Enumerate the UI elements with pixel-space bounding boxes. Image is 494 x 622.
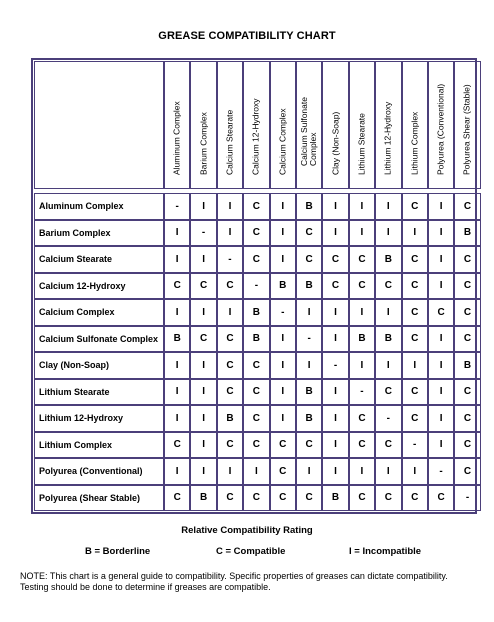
rating-cell: B — [217, 405, 243, 432]
rating-cell: C — [428, 299, 454, 326]
column-header-label: Clay (Non-Soap) — [330, 111, 341, 175]
row-header: Clay (Non-Soap) — [34, 352, 164, 379]
rating-cell: C — [454, 273, 480, 300]
rating-cell: I — [349, 220, 375, 247]
rating-cell: I — [190, 246, 216, 273]
column-header-label: Polyurea (Conventional) — [435, 83, 446, 175]
table-row — [34, 299, 481, 326]
table-row — [34, 326, 481, 353]
table-row — [34, 246, 481, 273]
rating-cell: - — [349, 379, 375, 406]
rating-cell: C — [243, 485, 269, 512]
rating-cell: I — [270, 352, 296, 379]
table-row — [34, 458, 481, 485]
rating-cell: - — [454, 485, 480, 512]
rating-cell: - — [270, 299, 296, 326]
rating-cell: C — [375, 379, 401, 406]
rating-cell: C — [243, 246, 269, 273]
column-header — [243, 61, 269, 189]
rating-cell: I — [270, 379, 296, 406]
rating-cell: - — [243, 273, 269, 300]
rating-cell: C — [243, 405, 269, 432]
rating-cell: C — [402, 379, 428, 406]
legend-compatible: C = Compatible — [216, 546, 286, 557]
column-header — [322, 61, 348, 189]
column-header-label: Lithium Complex — [409, 111, 420, 175]
legend-title: Relative Compatibility Rating — [181, 525, 313, 536]
column-header-label: Aluminum Complex — [171, 101, 182, 175]
rating-cell: I — [164, 352, 190, 379]
rating-cell: I — [190, 405, 216, 432]
rating-cell: C — [428, 485, 454, 512]
column-header-label: Calcium Sulfonate Complex — [299, 97, 319, 166]
column-header-label: Calcium Complex — [277, 108, 288, 175]
rating-cell: I — [164, 299, 190, 326]
compatibility-table — [34, 61, 481, 511]
rating-cell: I — [349, 352, 375, 379]
rating-cell: I — [322, 405, 348, 432]
table-row — [34, 432, 481, 459]
rating-cell: C — [296, 485, 322, 512]
rating-cell: B — [349, 326, 375, 353]
column-header — [217, 61, 243, 189]
column-header-label: Lithium Stearate — [356, 113, 367, 175]
rating-cell: I — [322, 379, 348, 406]
rating-cell: I — [296, 299, 322, 326]
rating-cell: C — [454, 299, 480, 326]
table-row — [34, 273, 481, 300]
rating-cell: I — [270, 246, 296, 273]
rating-cell: C — [190, 273, 216, 300]
rating-cell: I — [164, 246, 190, 273]
column-header-label: Barium Complex — [198, 112, 209, 175]
rating-cell: I — [402, 458, 428, 485]
rating-cell: C — [349, 485, 375, 512]
column-header-label: Lithium 12-Hydroxy — [382, 101, 393, 175]
table-row — [34, 193, 481, 220]
rating-cell: C — [454, 193, 480, 220]
rating-cell: C — [164, 432, 190, 459]
rating-cell: C — [454, 246, 480, 273]
column-header-label: Calcium Stearate — [224, 109, 235, 175]
rating-cell: C — [217, 273, 243, 300]
rating-cell: C — [375, 273, 401, 300]
rating-cell: I — [375, 220, 401, 247]
rating-cell: C — [454, 379, 480, 406]
rating-cell: C — [217, 485, 243, 512]
rating-cell: B — [454, 352, 480, 379]
rating-cell: I — [270, 326, 296, 353]
rating-cell: C — [217, 432, 243, 459]
rating-cell: I — [190, 458, 216, 485]
rating-cell: - — [375, 405, 401, 432]
rating-cell: I — [322, 326, 348, 353]
note-text: NOTE: This chart is a general guide to compatibility. Specific properties of greases can dictate compatibility. Testing should be done to determine if greases are compatible. — [20, 571, 448, 592]
rating-cell: C — [322, 246, 348, 273]
rating-cell: C — [349, 246, 375, 273]
rating-cell: C — [349, 405, 375, 432]
row-header: Polyurea (Shear Stable) — [34, 485, 164, 512]
rating-cell: C — [270, 485, 296, 512]
rating-cell: I — [375, 299, 401, 326]
rating-cell: I — [322, 458, 348, 485]
legend-incompatible: I = Incompatible — [349, 546, 422, 557]
rating-cell: C — [402, 405, 428, 432]
rating-cell: C — [349, 273, 375, 300]
table-row — [34, 379, 481, 406]
chart-title: GREASE COMPATIBILITY CHART — [158, 30, 336, 42]
rating-cell: C — [164, 485, 190, 512]
rating-cell: B — [375, 246, 401, 273]
rating-cell: I — [190, 193, 216, 220]
row-header: Calcium Stearate — [34, 246, 164, 273]
rating-cell: I — [428, 220, 454, 247]
rating-cell: I — [270, 193, 296, 220]
rating-cell: B — [243, 326, 269, 353]
column-header — [190, 61, 216, 189]
rating-cell: C — [322, 273, 348, 300]
rating-cell: C — [296, 246, 322, 273]
rating-cell: I — [375, 352, 401, 379]
rating-cell: I — [402, 220, 428, 247]
column-header — [428, 61, 454, 189]
rating-cell: I — [322, 432, 348, 459]
rating-cell: B — [243, 299, 269, 326]
rating-cell: I — [428, 326, 454, 353]
table-row — [34, 220, 481, 247]
rating-cell: C — [270, 432, 296, 459]
rating-cell: C — [296, 220, 322, 247]
rating-cell: I — [190, 432, 216, 459]
row-header: Barium Complex — [34, 220, 164, 247]
table-row — [34, 405, 481, 432]
rating-cell: C — [164, 273, 190, 300]
row-header: Calcium Sulfonate Complex — [34, 326, 164, 353]
row-header: Calcium Complex — [34, 299, 164, 326]
rating-cell: I — [428, 273, 454, 300]
rating-cell: I — [243, 458, 269, 485]
rating-cell: I — [164, 220, 190, 247]
rating-cell: I — [164, 405, 190, 432]
corner-cell — [34, 61, 164, 189]
row-header: Lithium Complex — [34, 432, 164, 459]
rating-cell: B — [454, 220, 480, 247]
row-header: Lithium 12-Hydroxy — [34, 405, 164, 432]
column-header — [454, 61, 480, 189]
rating-cell: I — [428, 379, 454, 406]
rating-cell: B — [296, 405, 322, 432]
rating-cell: B — [375, 326, 401, 353]
rating-cell: C — [190, 326, 216, 353]
rating-cell: B — [296, 273, 322, 300]
column-header — [349, 61, 375, 189]
column-header — [164, 61, 190, 189]
rating-cell: C — [402, 326, 428, 353]
column-header — [375, 61, 401, 189]
rating-cell: I — [190, 299, 216, 326]
rating-cell: B — [322, 485, 348, 512]
legend-borderline: B = Borderline — [85, 546, 151, 557]
rating-cell: I — [428, 193, 454, 220]
rating-cell: I — [164, 379, 190, 406]
rating-cell: C — [375, 485, 401, 512]
table-row — [34, 485, 481, 512]
rating-cell: B — [270, 273, 296, 300]
rating-cell: C — [243, 379, 269, 406]
rating-cell: I — [375, 458, 401, 485]
rating-cell: C — [454, 405, 480, 432]
rating-cell: I — [349, 193, 375, 220]
rating-cell: C — [217, 352, 243, 379]
rating-cell: I — [164, 458, 190, 485]
row-header: Lithium Stearate — [34, 379, 164, 406]
rating-cell: I — [402, 352, 428, 379]
rating-cell: - — [322, 352, 348, 379]
column-header — [296, 61, 322, 189]
rating-cell: C — [454, 458, 480, 485]
rating-cell: - — [428, 458, 454, 485]
rating-cell: C — [454, 326, 480, 353]
rating-cell: I — [322, 220, 348, 247]
rating-cell: C — [243, 432, 269, 459]
row-header: Aluminum Complex — [34, 193, 164, 220]
rating-cell: - — [296, 326, 322, 353]
rating-cell: C — [402, 246, 428, 273]
rating-cell: - — [190, 220, 216, 247]
rating-cell: I — [428, 246, 454, 273]
rating-cell: B — [164, 326, 190, 353]
rating-cell: B — [296, 379, 322, 406]
rating-cell: I — [217, 458, 243, 485]
rating-cell: - — [217, 246, 243, 273]
rating-cell: C — [349, 432, 375, 459]
rating-cell: I — [349, 299, 375, 326]
rating-cell: I — [375, 193, 401, 220]
rating-cell: C — [217, 326, 243, 353]
rating-cell: C — [375, 432, 401, 459]
row-header: Polyurea (Conventional) — [34, 458, 164, 485]
rating-cell: C — [402, 299, 428, 326]
rating-cell: I — [217, 299, 243, 326]
rating-cell: I — [428, 352, 454, 379]
header-row — [34, 61, 481, 189]
column-header-label: Polyurea Shear (Stable) — [461, 84, 472, 175]
rating-cell: I — [190, 352, 216, 379]
table-row — [34, 352, 481, 379]
rating-cell: I — [296, 458, 322, 485]
rating-cell: I — [349, 458, 375, 485]
rating-cell: I — [190, 379, 216, 406]
rating-cell: B — [296, 193, 322, 220]
rating-cell: C — [402, 485, 428, 512]
rating-cell: I — [428, 432, 454, 459]
rating-cell: I — [217, 220, 243, 247]
rating-cell: C — [454, 432, 480, 459]
rating-cell: C — [243, 220, 269, 247]
rating-cell: C — [243, 352, 269, 379]
rating-cell: C — [270, 458, 296, 485]
rating-cell: - — [402, 432, 428, 459]
rating-cell: C — [243, 193, 269, 220]
rating-cell: - — [164, 193, 190, 220]
rating-cell: I — [217, 193, 243, 220]
rating-cell: I — [322, 193, 348, 220]
column-header — [402, 61, 428, 189]
row-header: Calcium 12-Hydroxy — [34, 273, 164, 300]
rating-cell: B — [190, 485, 216, 512]
rating-cell: C — [217, 379, 243, 406]
rating-cell: I — [428, 405, 454, 432]
rating-cell: C — [402, 273, 428, 300]
rating-cell: I — [296, 352, 322, 379]
rating-cell: I — [270, 405, 296, 432]
rating-cell: I — [322, 299, 348, 326]
rating-cell: C — [296, 432, 322, 459]
column-header — [270, 61, 296, 189]
rating-cell: C — [402, 193, 428, 220]
column-header-label: Calcium 12-Hydroxy — [250, 98, 261, 175]
rating-cell: I — [270, 220, 296, 247]
